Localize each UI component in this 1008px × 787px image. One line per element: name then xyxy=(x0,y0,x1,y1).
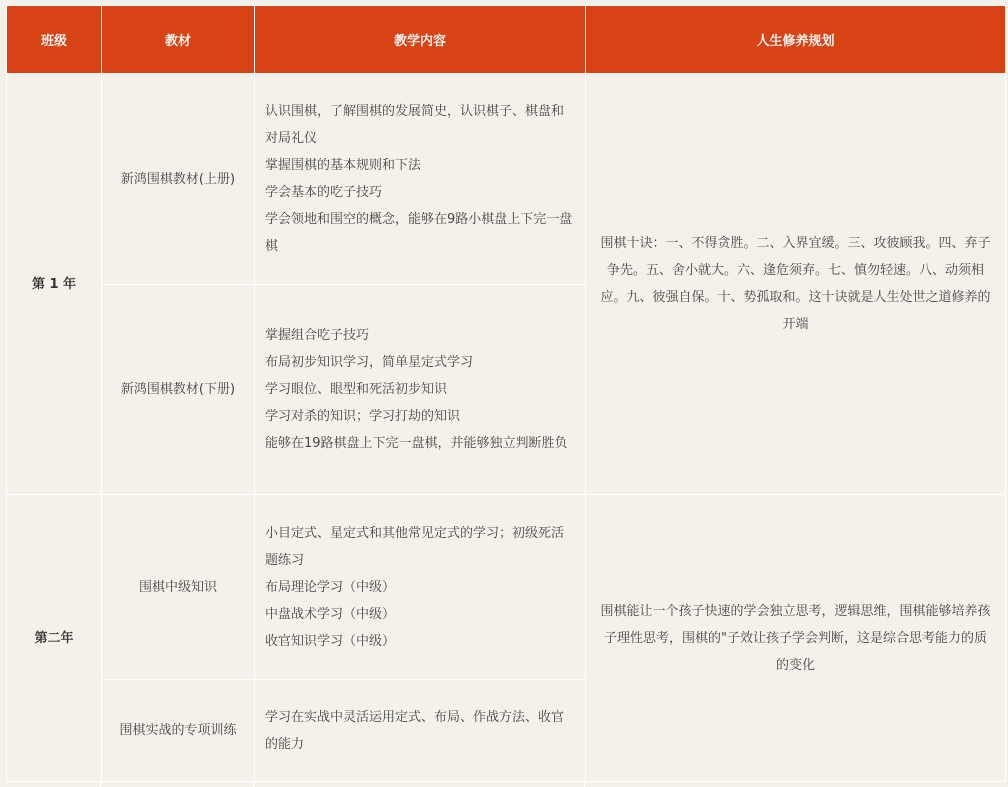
content-line: 布局理论学习（中级） xyxy=(265,579,396,595)
year-label: 第 1 年 xyxy=(7,74,102,495)
table-row xyxy=(7,74,1006,285)
table-row xyxy=(7,495,1006,680)
content-line: 布局初步知识学习，简单星定式学习 xyxy=(265,355,474,370)
content-line: 学会基本的吃子技巧 xyxy=(265,185,383,200)
header-life: 人生修养规划 xyxy=(586,6,1006,74)
header-class: 班级 xyxy=(7,6,102,74)
year-label: 第二年 xyxy=(7,495,102,782)
book-cell: 新鸿围棋教材(上册) xyxy=(102,74,255,285)
content-line: 学习在实战中灵活运用定式、布局、作战方法、收官的能力 xyxy=(265,709,565,752)
content-cell xyxy=(255,495,586,680)
content-cell xyxy=(255,74,586,285)
content-line: 中盘战术学习（中级） xyxy=(265,606,396,622)
content-line: 小目定式、星定式和其他常见定式的学习；初级死活题练习 xyxy=(265,525,565,568)
book-cell: 新鸿围棋教材(下册) xyxy=(102,285,255,495)
header-book: 教材 xyxy=(102,6,255,74)
book-cell: 围棋中级知识 xyxy=(102,495,255,680)
table-header-row xyxy=(7,6,1006,74)
content-line: 学会领地和围空的概念，能够在9路小棋盘上下完一盘棋 xyxy=(265,212,573,254)
curriculum-table xyxy=(6,5,1006,782)
content-line: 学习对杀的知识；学习打劫的知识 xyxy=(265,409,461,424)
content-line: 认识围棋，了解围棋的发展简史，认识棋子、棋盘和对局礼仪 xyxy=(265,104,565,146)
life-plan-cell: 围棋能让一个孩子快速的学会独立思考，逻辑思维，围棋能够培养孩子理性思考，围棋的"子效让孩子学会判断，这是综合思考能力的质的变化 xyxy=(586,495,1006,782)
life-plan-cell: 围棋十诀：一、不得贪胜。二、入界宜缓。三、攻彼顾我。四、弃子争先。五、舍小就大。六、逢危须弃。七、慎勿轻速。八、动须相应。九、彼强自保。十、势孤取和。这十诀就是人生处世之道修养的开端 xyxy=(586,74,1006,495)
next-row-edge xyxy=(6,781,1005,787)
header-content: 教学内容 xyxy=(255,6,586,74)
content-line: 掌握围棋的基本规则和下法 xyxy=(265,158,422,173)
book-cell: 围棋实战的专项训练 xyxy=(102,680,255,782)
content-line: 收官知识学习（中级） xyxy=(265,633,396,649)
content-cell xyxy=(255,680,586,782)
content-line: 掌握组合吃子技巧 xyxy=(265,328,370,343)
content-line: 能够在19路棋盘上下完一盘棋，并能够独立判断胜负 xyxy=(265,436,568,451)
content-cell xyxy=(255,285,586,495)
content-line: 学习眼位、眼型和死活初步知识 xyxy=(265,382,448,397)
